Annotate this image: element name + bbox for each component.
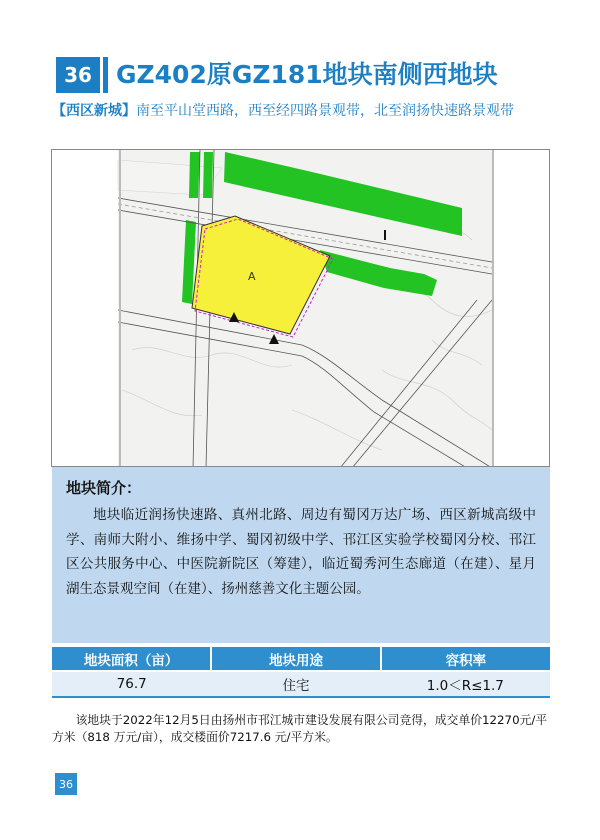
header-usage: 地块用途 <box>211 647 380 671</box>
site-plan-map <box>51 149 550 467</box>
parcel-info-table <box>52 647 550 698</box>
table-header-row <box>52 647 550 671</box>
parcel-intro-panel <box>52 467 550 643</box>
header-area: 地块面积（亩） <box>52 647 211 671</box>
table-row <box>52 671 550 697</box>
location-description: 南至平山堂西路，西至经四路景观带，北至润扬快速路景观带 <box>136 103 514 119</box>
cell-far: 1.0＜R≤1.7 <box>381 671 550 697</box>
intro-heading: 地块简介： <box>66 479 142 497</box>
cell-usage: 住宅 <box>211 671 380 697</box>
district-label: 【西区新城】 <box>52 103 136 119</box>
intro-body-text: 地块临近润扬快速路、真州北路、周边有蜀冈万达广场、西区新城高级中学、南师大附小、维扬中学、蜀冈初级中学、邗江区实验学校蜀冈分校、邗江区公共服务中心、中医院新院区（筹建），临近蜀秀河生态廊道（在建）、星月湖生态景观空间（在建）、扬州慈善文化主题公园。 <box>66 507 536 597</box>
cell-area: 76.7 <box>52 671 211 697</box>
page-title: GZ402原GZ181地块南侧西地块 <box>116 60 498 89</box>
title-accent-bar <box>103 57 108 93</box>
parcel-label: A <box>248 270 256 283</box>
header-far: 容积率 <box>381 647 550 671</box>
transaction-footnote: 该地块于2022年12月5日由扬州市邗江城市建设发展有限公司竞得，成交单价12270元/平方米（818 万元/亩），成交楼面价7217.6 元/平方米。 <box>52 713 548 744</box>
page-number: 36 <box>55 773 77 795</box>
section-number-badge: 36 <box>56 57 100 93</box>
location-subtitle <box>52 100 514 122</box>
site-plan-drawing <box>52 150 550 467</box>
